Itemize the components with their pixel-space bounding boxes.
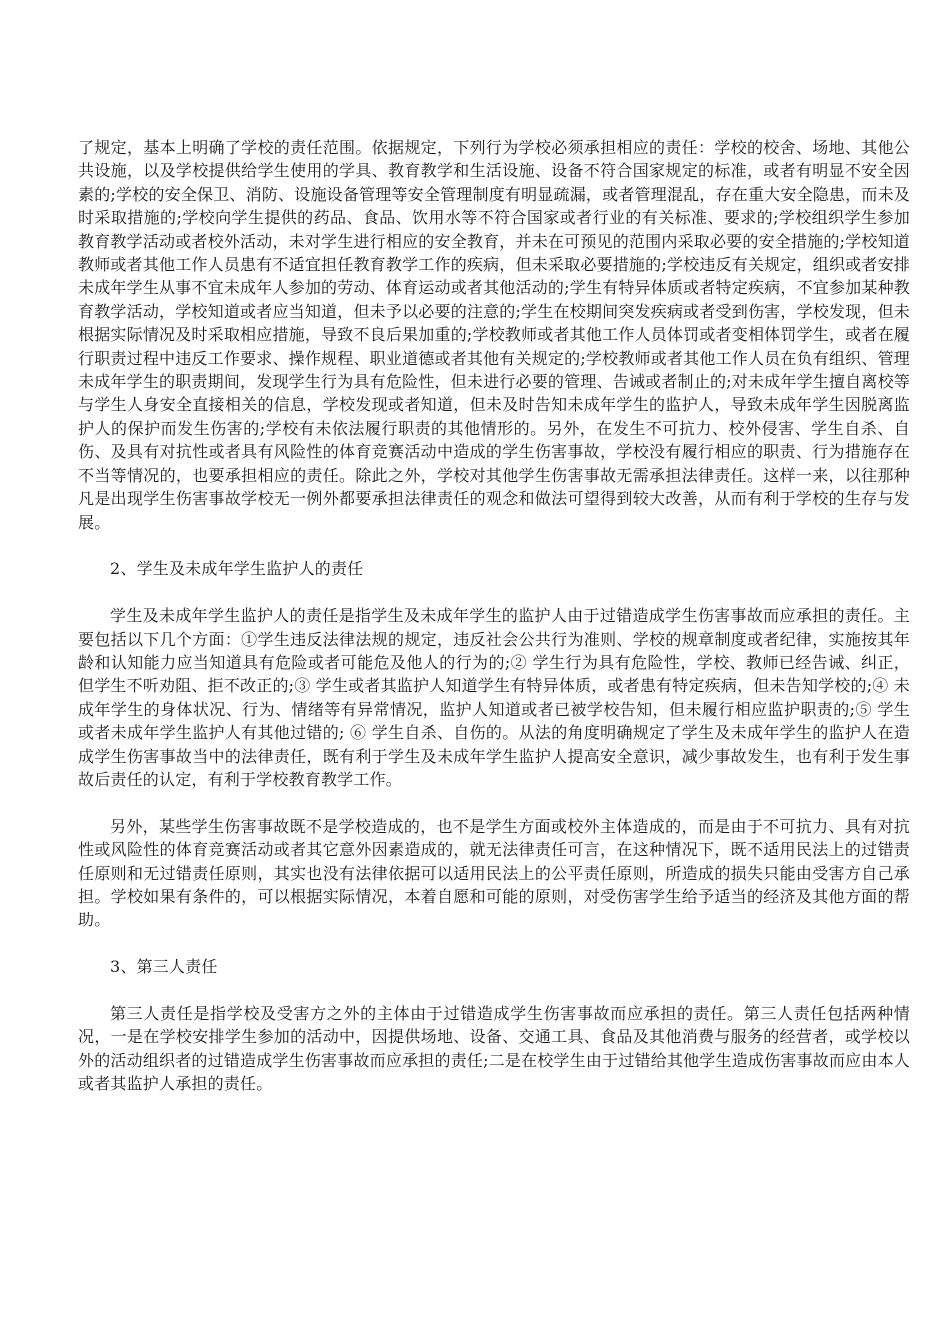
paragraph-school-liability: 了规定，基本上明确了学校的责任范围。依据规定，下列行为学校必须承担相应的责任：学校的校舍、场地、其他公共设施，以及学校提供给学生使用的学具、教育教学和生活设施、设备不符合国家规定的标准，或者有明显不安全因素的;学校的安全保卫、消防、设施设备管理等安全管理制度有明显疏漏，或者管理混乱，存在重大安全隐患，而未及时采取措施的;学校向学生提供的药品、食品、饮用水等不符合国家或者行业的有关标准、要求的;学校组织学生参加教育教学活动或者校外活动，未对学生进行相应的安全教育，并未在可预见的范围内采取必要的安全措施的;学校知道教师或者其他工作人员患有不适宜担任教育教学工作的疾病，但未采取必要措施的;学校违反有关规定，组织或者安排未成年学生从事不宜未成年人参加的劳动、体育运动或者其他活动的;学生有特异体质或者特定疾病，不宜参加某种教育教学活动，学校知道或者应当知道，但未予以必要的注意的;学生在校期间突发疾病或者受到伤害，学校发现，但未根据实际情况及时采取相应措施，导致不良后果加重的;学校教师或者其他工作人员体罚或者变相体罚学生，或者在履行职责过程中违反工作要求、操作规程、职业道德或者其他有关规定的;学校教师或者其他工作人员在负有组织、管理未成年学生的职责期间，发现学生行为具有危险性，但未进行必要的管理、告诫或者制止的;对未成年学生擅自离校等与学生人身安全直接相关的信息，学校发现或者知道，但未及时告知未成年学生的监护人，导致未成年学生因脱离监护人的保护而发生伤害的;学校有未依法履行职责的其他情形的。另外，在发生不可抗力、校外侵害、学生自杀、自伤、及具有对抗性或者具有风险性的体育竞赛活动中造成的学生伤害事故，学校没有履行相应的职责、行为措施存在不当等情况的，也要承担相应的责任。除此之外，学校对其他学生伤害事故无需承担法律责任。这样一来，以往那种凡是出现学生伤害事故学校无一例外都要承担法律责任的观念和做法可望得到较大改善，从而有利于学校的生存与发展。 [78, 138, 910, 532]
paragraph-force-majeure: 另外，某些学生伤害事故既不是学校造成的，也不是学生方面或校外主体造成的，而是由于不可抗力、具有对抗性或风险性的体育竞赛活动或者其它意外因素造成的，就无法律责任可言，在这种情况下，既不适用民法上的过错责任原则和无过错责任原则，其实也没有法律依据可以适用民法上的公平责任原则，所造成的损失只能由受害方自己承担。学校如果有条件的，可以根据实际情况，本着自愿和可能的原则，对受伤害学生给予适当的经济及其他方面的帮助。 [78, 816, 910, 930]
section-heading-third-party: 3、第三人责任 [110, 957, 218, 977]
paragraph-student-guardian-liability: 学生及未成年学生监护人的责任是指学生及未成年学生的监护人由于过错造成学生伤害事故而应承担的责任。主要包括以下几个方面：①学生违反法律法规的规定，违反社会公共行为准则、学校的规章制度或者纪律，实施按其年龄和认知能力应当知道具有危险或者可能危及他人的行为的;② 学生行为具有危险性，学校、教师已经告诫、纠正，但学生不听劝阻、拒不改正的;③ 学生或者其监护人知道学生有特异体质，或者患有特定疾病，但未告知学校的;④ 未成年学生的身体状况、行为、情绪等有异常情况，监护人知道或者已被学校告知，但未履行相应监护职责的;⑤ 学生或者未成年学生监护人有其他过错的; ⑥ 学生自杀、自伤的。从法的角度明确规定了学生及未成年学生的监护人在造成学生伤害事故当中的法律责任，既有利于学生及未成年学生监护人提高安全意识，减少事故发生，也有利于发生事故后责任的认定，有利于学校教育教学工作。 [78, 606, 910, 789]
document-page [78, 136, 910, 1119]
section-heading-student-guardian: 2、学生及未成年学生监护人的责任 [110, 559, 364, 579]
paragraph-third-party-liability: 第三人责任是指学校及受害方之外的主体由于过错造成学生伤害事故而应承担的责任。第三人责任包括两种情况，一是在学校安排学生参加的活动中，因提供场地、设备、交通工具、食品及其他消费与服务的经营者，或学校以外的活动组织者的过错造成学生伤害事故而应承担的责任;二是在校学生由于过错给其他学生造成伤害事故而应由本人或者其监护人承担的责任。 [78, 1003, 910, 1094]
